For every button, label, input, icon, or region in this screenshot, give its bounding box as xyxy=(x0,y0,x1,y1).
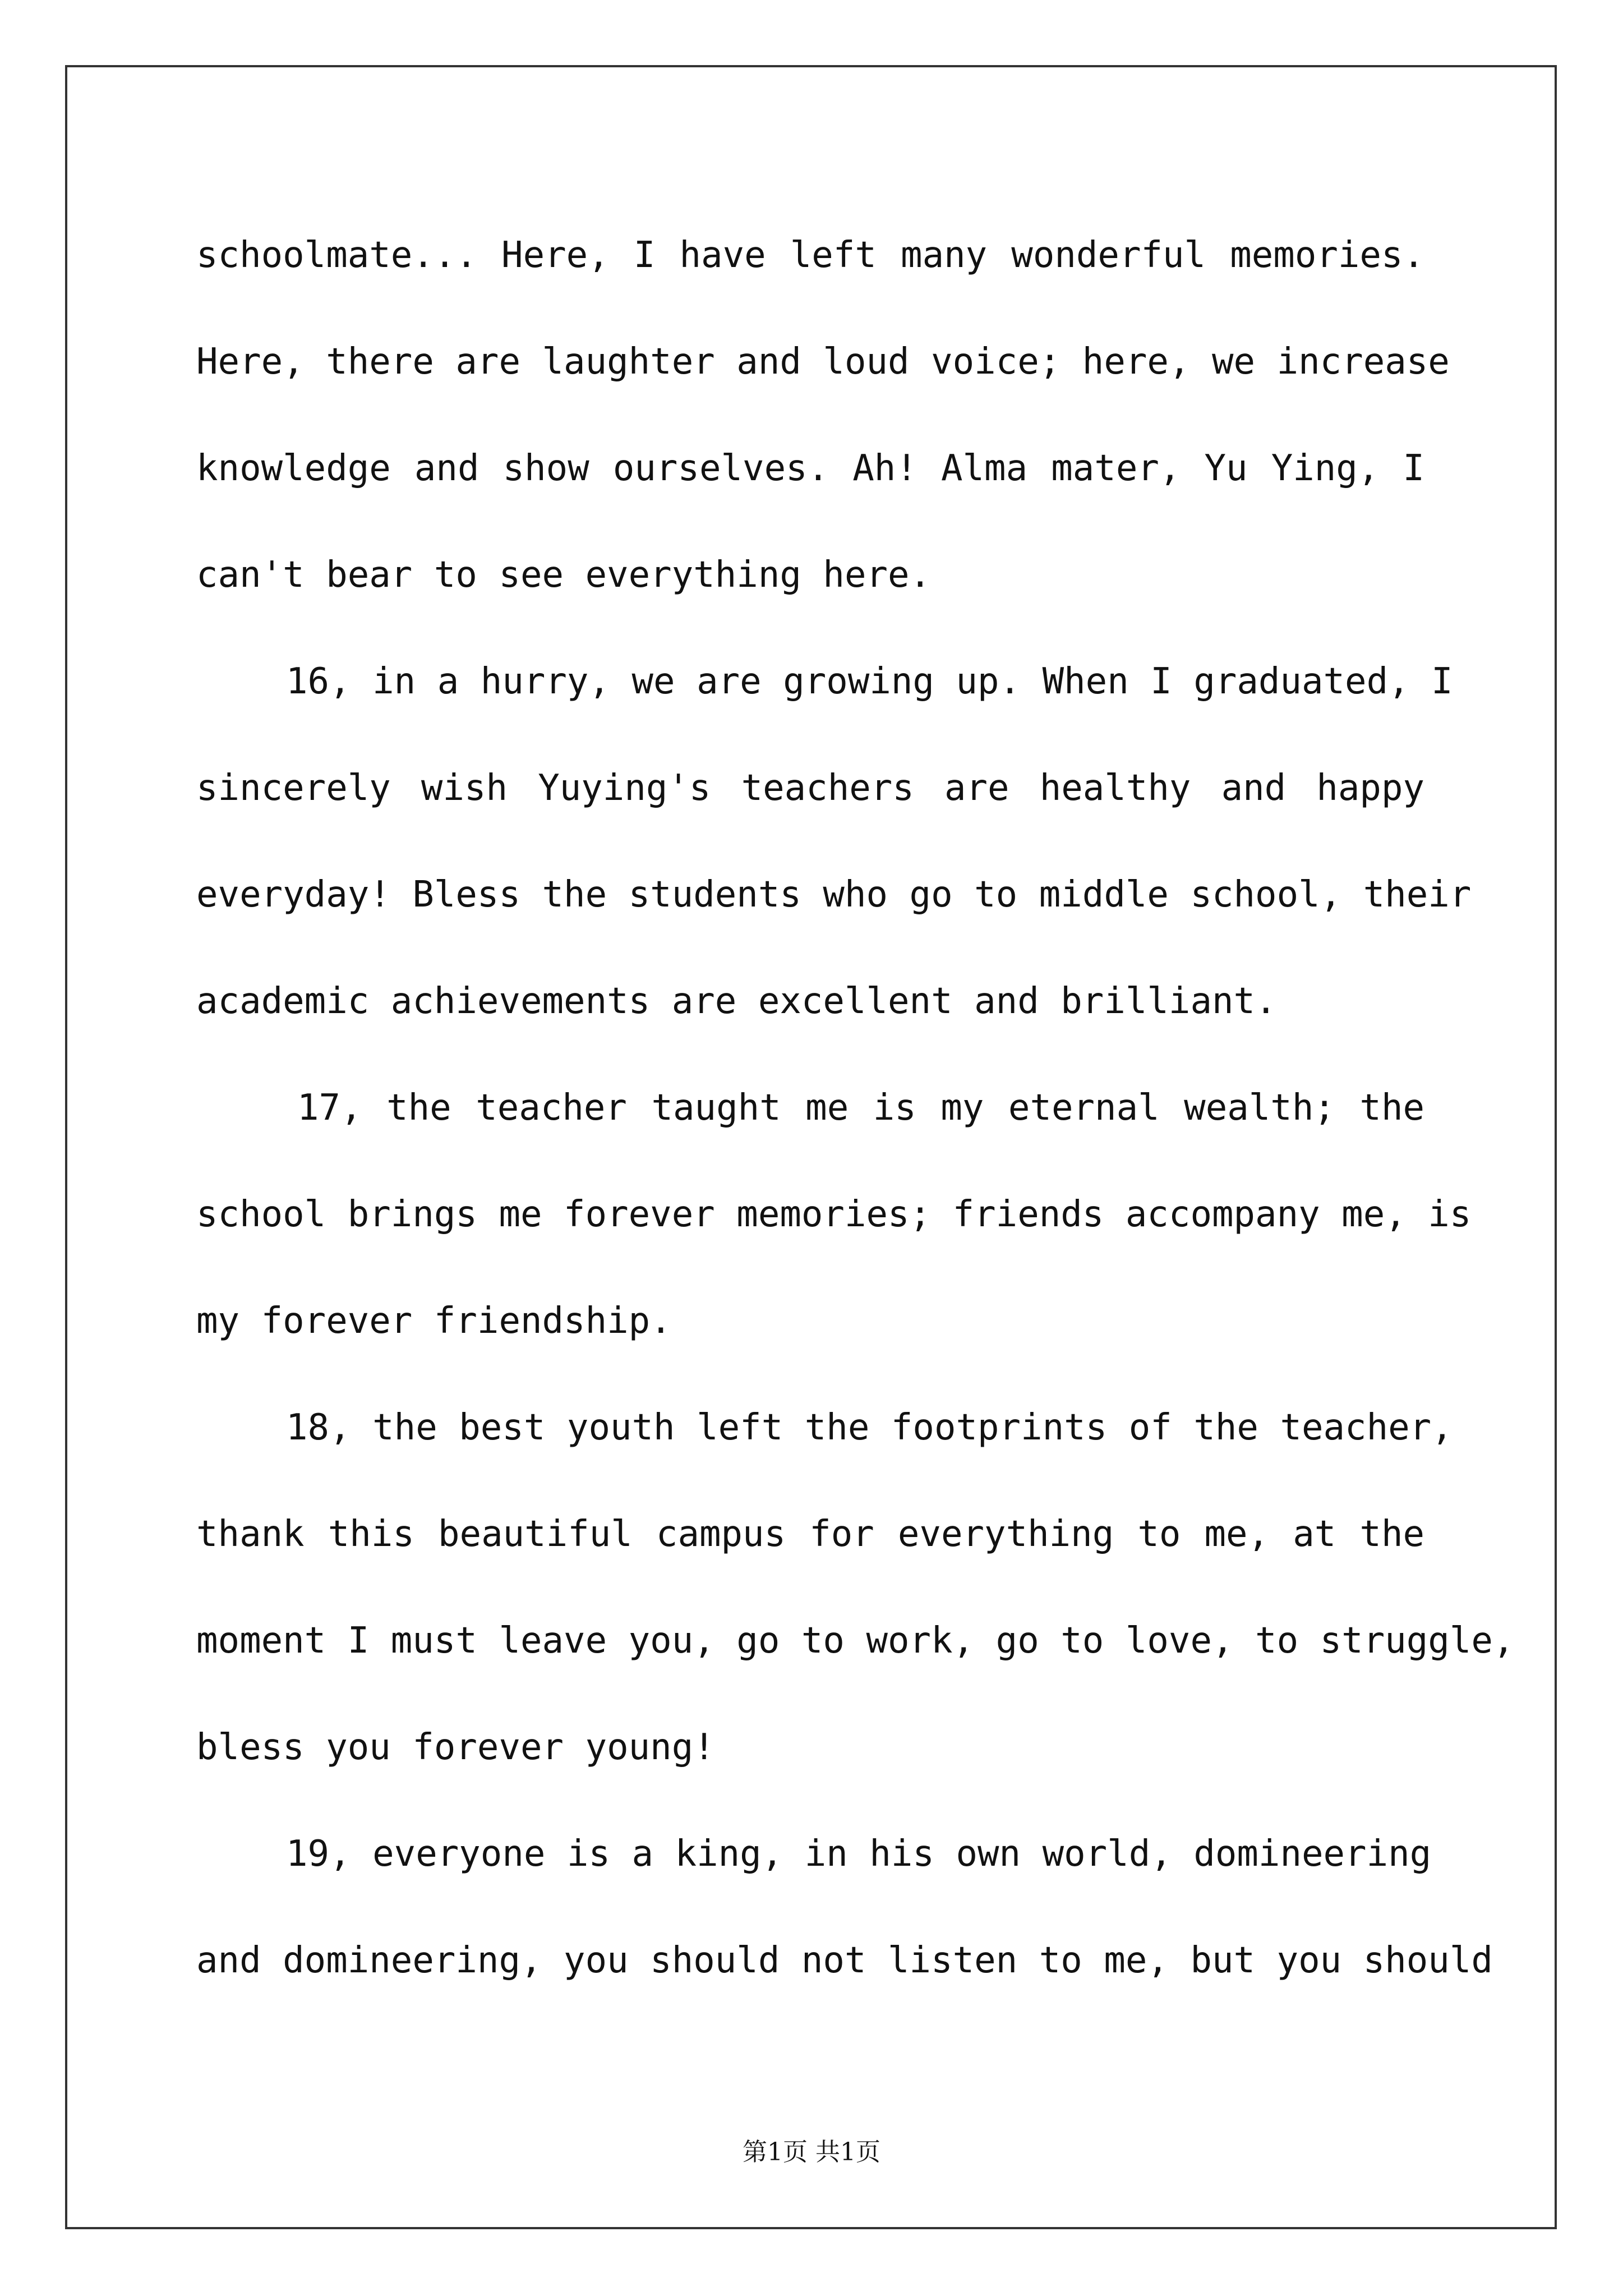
text-line: moment I must leave you, go to work, go to love, to struggle, xyxy=(196,1620,1515,1662)
page-footer: 第1页 共1页 xyxy=(743,2138,880,2166)
text-line: 19, everyone is a king, in his own world, domineering xyxy=(286,1833,1432,1875)
text-line: sincerely wish Yuying's teachers are healthy and happy xyxy=(196,767,1424,809)
text-line: everyday! Bless the students who go to middle school, their xyxy=(196,874,1472,915)
text-line: academic achievements are excellent and brilliant. xyxy=(196,981,1277,1022)
text-line: 16, in a hurry, we are growing up. When I graduated, I xyxy=(286,661,1453,702)
document-body xyxy=(196,202,1515,2014)
text-line: and domineering, you should not listen to me, but you should xyxy=(196,1940,1493,1981)
text-line: thank this beautiful campus for everything to me, at the xyxy=(196,1513,1424,1555)
text-line: 18, the best youth left the footprints of the teacher, xyxy=(286,1407,1453,1448)
text-line: school brings me forever memories; friends accompany me, is xyxy=(196,1194,1472,1235)
text-line: bless you forever young! xyxy=(196,1727,715,1768)
text-line: schoolmate... Here, I have left many wonderful memories. xyxy=(196,234,1424,276)
text-line: knowledge and show ourselves. Ah! Alma mater, Yu Ying, I xyxy=(196,448,1424,489)
text-line: can't bear to see everything here. xyxy=(196,554,932,596)
text-line: 17, the teacher taught me is my eternal wealth; the xyxy=(297,1087,1424,1129)
text-line: Here, there are laughter and loud voice; here, we increase xyxy=(196,341,1450,383)
text-line: my forever friendship. xyxy=(196,1300,672,1342)
